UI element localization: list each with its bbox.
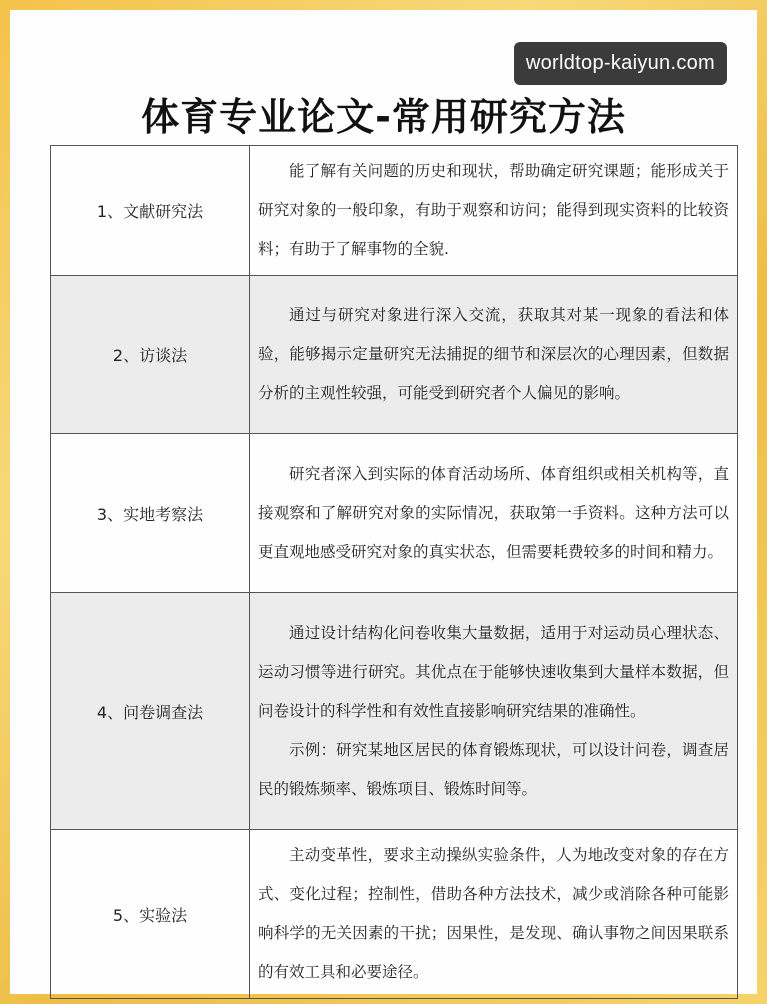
method-name: 1、文献研究法 <box>51 146 250 276</box>
description-paragraph: 示例：研究某地区居民的体育锻炼现状，可以设计问卷，调查居民的锻炼频率、锻炼项目、锻炼时间等。 <box>258 740 729 798</box>
method-name: 3、实地考察法 <box>51 434 250 593</box>
method-description <box>250 434 738 593</box>
description-paragraph: 研究者深入到实际的体育活动场所、体育组织或相关机构等，直接观察和了解研究对象的实际情况，获取第一手资料。这种方法可以更直观地感受研究对象的真实状态，但需要耗费较多的时间和精力。 <box>258 464 729 561</box>
table-row <box>51 830 738 999</box>
method-description <box>250 276 738 434</box>
table-row <box>51 146 738 276</box>
table-row <box>51 276 738 434</box>
description-paragraph: 通过设计结构化问卷收集大量数据，适用于对运动员心理状态、运动习惯等进行研究。其优点在于能够快速收集到大量样本数据，但问卷设计的科学性和有效性直接影响研究结果的准确性。 <box>258 623 729 720</box>
table-row <box>51 434 738 593</box>
method-name: 4、问卷调查法 <box>51 593 250 830</box>
methods-table <box>50 145 738 999</box>
description-paragraph: 通过与研究对象进行深入交流，获取其对某一现象的看法和体验，能够揭示定量研究无法捕捉的细节和深层次的心理因素，但数据分析的主观性较强，可能受到研究者个人偏见的影响。 <box>258 306 729 402</box>
description-paragraph: 主动变革性，要求主动操纵实验条件，人为地改变对象的存在方式、变化过程；控制性，借助各种方法技术，减少或消除各种可能影响科学的无关因素的干扰；因果性，是发现、确认事物之间因果联系的有效工具和必要途径。 <box>258 846 729 981</box>
watermark-label: worldtop-kaiyun.com <box>514 42 727 85</box>
method-name: 5、实验法 <box>51 830 250 999</box>
method-description <box>250 593 738 830</box>
method-description <box>250 830 738 999</box>
table-row <box>51 593 738 830</box>
document-sheet <box>10 10 757 994</box>
method-name: 2、访谈法 <box>51 276 250 434</box>
method-description <box>250 146 738 276</box>
description-paragraph: 能了解有关问题的历史和现状，帮助确定研究课题；能形成关于研究对象的一般印象，有助于观察和访问；能得到现实资料的比较资料；有助于了解事物的全貌. <box>258 162 729 258</box>
page-title: 体育专业论文-常用研究方法 <box>141 95 626 139</box>
